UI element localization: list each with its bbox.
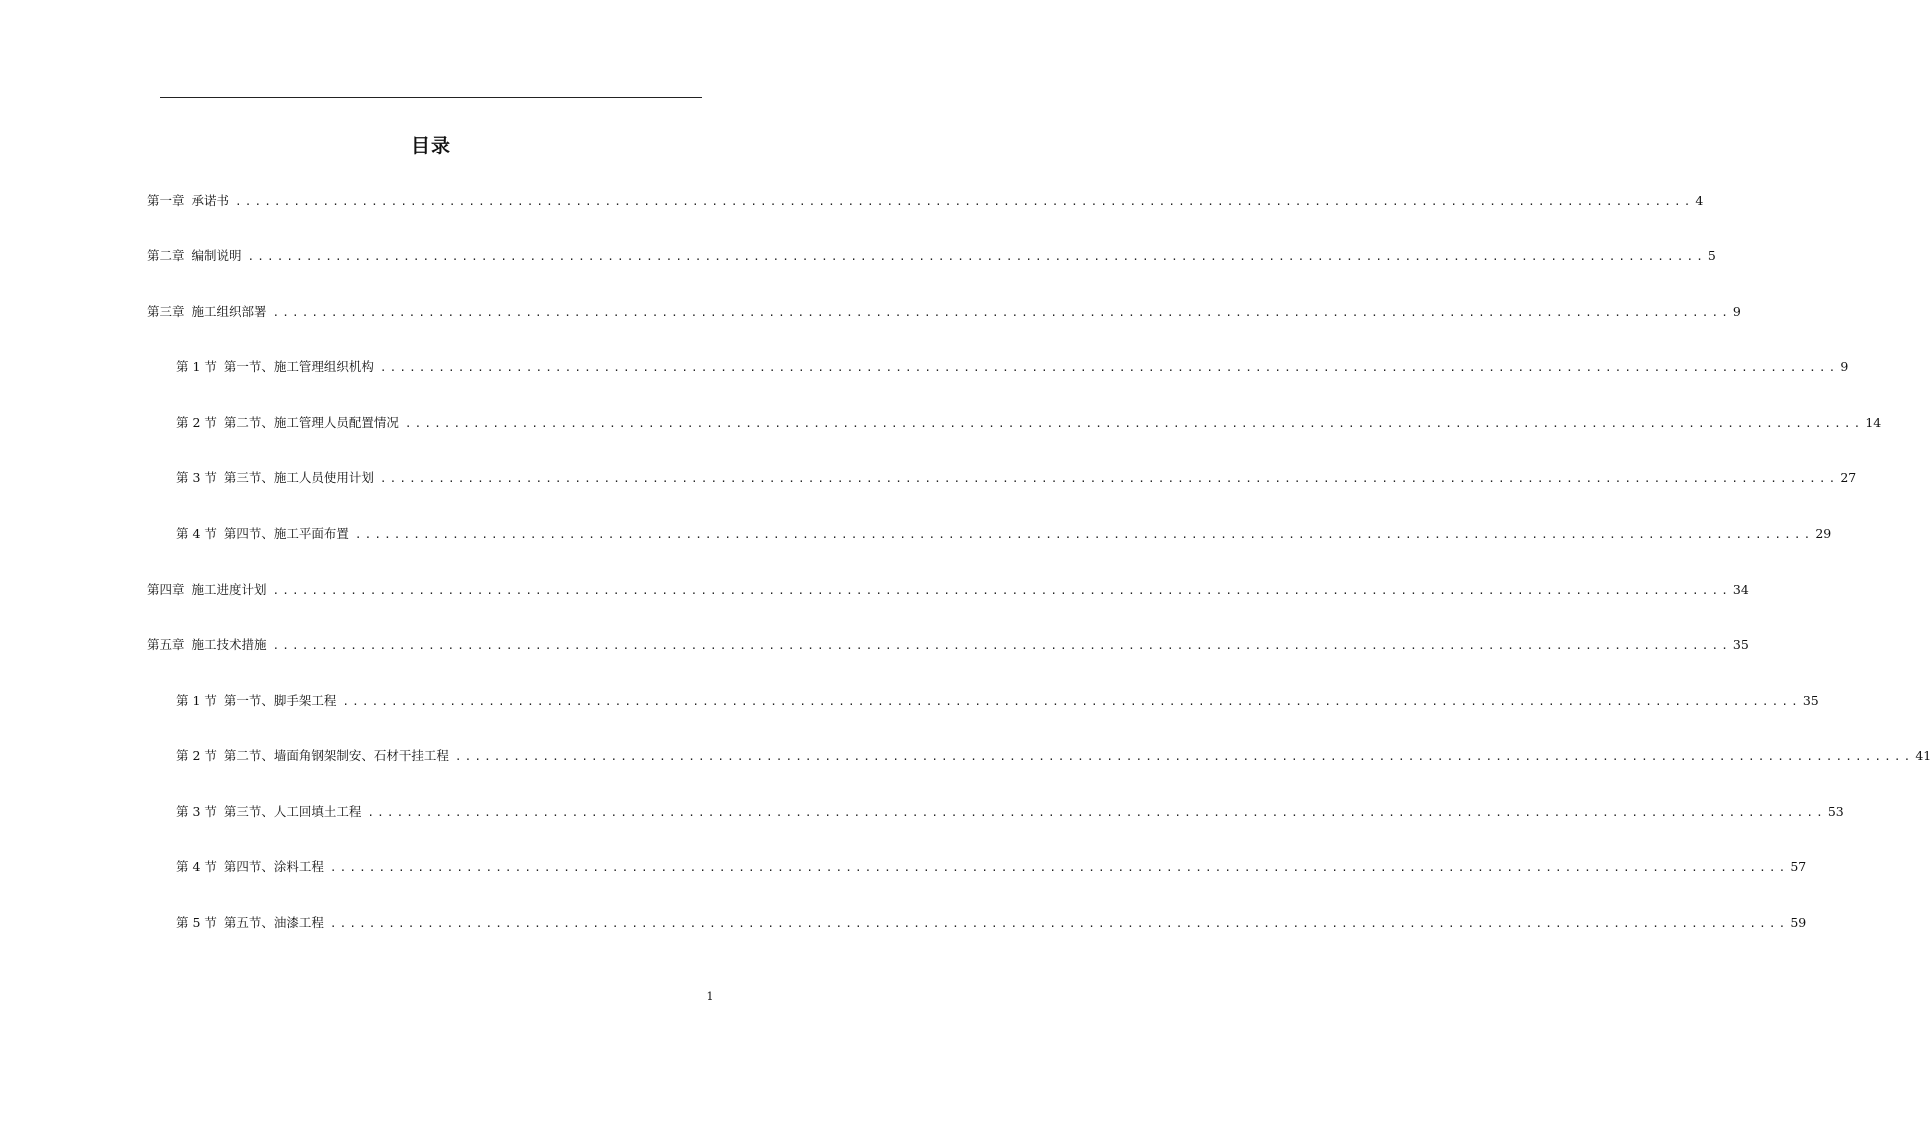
- toc-entry-page: 9: [1732, 304, 1741, 319]
- toc-entry[interactable]: [176, 746, 1931, 766]
- toc-entry-title: 第一节、施工管理组织机构: [223, 359, 374, 374]
- toc-entry-label: [176, 468, 380, 488]
- toc-entry[interactable]: [176, 691, 1819, 711]
- toc-dot-leader: ......................................................................................................................................................: [342, 695, 1801, 708]
- toc-entry-page: 35: [1802, 693, 1819, 708]
- toc-entry-title: 第五节、油漆工程: [223, 915, 324, 930]
- toc-entry[interactable]: [147, 580, 1749, 600]
- toc-entry-label: [147, 302, 273, 322]
- toc-entry[interactable]: [147, 635, 1749, 655]
- toc-entry[interactable]: [147, 302, 1741, 322]
- toc-entry-page: 4: [1695, 193, 1704, 208]
- toc-entry-title: 第四节、施工平面布置: [223, 526, 349, 541]
- toc-entry-number: 第 4 节: [176, 526, 217, 541]
- toc-entry-title: 施工进度计划: [191, 582, 267, 597]
- toc-entry-title: 承诺书: [191, 193, 230, 208]
- toc-entry-number: 第四章: [147, 582, 185, 597]
- toc-entry-page: 59: [1790, 915, 1807, 930]
- toc-entry-label: [176, 802, 367, 822]
- toc-entry-page: 29: [1815, 526, 1832, 541]
- page-number: 1: [706, 990, 714, 1003]
- toc-entry-page: 5: [1707, 248, 1716, 263]
- toc-dot-leader: ......................................................................................................................................................: [404, 417, 1864, 430]
- toc-entry[interactable]: [176, 413, 1882, 433]
- toc-entry-number: 第 1 节: [176, 693, 217, 708]
- toc-entry-label: [147, 580, 273, 600]
- toc-entry-page: 34: [1732, 582, 1749, 597]
- toc-dot-leader: ......................................................................................................................................................: [379, 361, 1839, 374]
- toc-entry-number: 第 3 节: [176, 804, 217, 819]
- toc-entry-label: [176, 357, 380, 377]
- toc-dot-leader: ......................................................................................................................................................: [329, 861, 1789, 874]
- toc-dot-leader: ......................................................................................................................................................: [272, 306, 1731, 319]
- toc-entry-title: 第一节、脚手架工程: [223, 693, 337, 708]
- toc-entry-title: 施工技术措施: [191, 637, 267, 652]
- toc-dot-leader: ......................................................................................................................................................: [272, 639, 1731, 652]
- toc-entry-number: 第五章: [147, 637, 185, 652]
- toc-entry-number: 第 5 节: [176, 915, 217, 930]
- toc-entry-label: [176, 746, 455, 766]
- toc-dot-leader: ......................................................................................................................................................: [454, 750, 1914, 763]
- toc-dot-leader: ......................................................................................................................................................: [247, 250, 1706, 263]
- toc-entry-label: [176, 413, 405, 433]
- toc-entry[interactable]: [176, 913, 1807, 933]
- toc-entry-page: 57: [1790, 859, 1807, 874]
- toc-entry-label: [147, 635, 273, 655]
- toc-entry-page: 14: [1865, 415, 1882, 430]
- toc-entry-label: [176, 857, 330, 877]
- toc-title: 目录: [410, 135, 451, 157]
- toc-entry-number: 第 2 节: [176, 748, 217, 763]
- toc-entry-page: 27: [1840, 470, 1857, 485]
- toc-entry-page: 9: [1840, 359, 1849, 374]
- toc-entry-page: 41: [1915, 748, 1931, 763]
- toc-dot-leader: ......................................................................................................................................................: [367, 806, 1826, 819]
- toc-dot-leader: ......................................................................................................................................................: [272, 584, 1731, 597]
- toc-entry-title: 施工组织部署: [191, 304, 267, 319]
- toc-entry[interactable]: [176, 524, 1832, 544]
- header-rule: [160, 97, 702, 98]
- toc-entry-number: 第二章: [147, 248, 185, 263]
- toc-entry-number: 第一章: [147, 193, 185, 208]
- toc-entry-number: 第 2 节: [176, 415, 217, 430]
- toc-entry-title: 第三节、施工人员使用计划: [223, 470, 374, 485]
- toc-entry-title: 编制说明: [191, 248, 242, 263]
- toc-entry-title: 第四节、涂料工程: [223, 859, 324, 874]
- toc-entry-page: 35: [1732, 637, 1749, 652]
- toc-entry[interactable]: [176, 357, 1849, 377]
- toc-entry-number: 第三章: [147, 304, 185, 319]
- toc-dot-leader: ......................................................................................................................................................: [235, 195, 1694, 208]
- toc-entry-label: [176, 691, 342, 711]
- toc-entry[interactable]: [176, 802, 1844, 822]
- toc-entry-title: 第二节、墙面角钢架制安、石材干挂工程: [223, 748, 449, 763]
- toc-entry-label: [176, 913, 330, 933]
- toc-entry-label: [176, 524, 355, 544]
- toc-entry[interactable]: [147, 191, 1704, 211]
- toc-entry[interactable]: [147, 246, 1716, 266]
- toc-entry[interactable]: [176, 857, 1807, 877]
- toc-entry-label: [147, 246, 248, 266]
- toc-entry-number: 第 3 节: [176, 470, 217, 485]
- toc-dot-leader: ......................................................................................................................................................: [354, 528, 1814, 541]
- toc-entry-title: 第二节、施工管理人员配置情况: [223, 415, 399, 430]
- toc-entry-number: 第 4 节: [176, 859, 217, 874]
- toc-entry[interactable]: [176, 468, 1857, 488]
- toc-entry-page: 53: [1827, 804, 1844, 819]
- toc-dot-leader: ......................................................................................................................................................: [329, 917, 1789, 930]
- toc-entry-number: 第 1 节: [176, 359, 217, 374]
- toc-dot-leader: ......................................................................................................................................................: [379, 472, 1839, 485]
- toc-entry-label: [147, 191, 235, 211]
- toc-entry-title: 第三节、人工回填土工程: [223, 804, 362, 819]
